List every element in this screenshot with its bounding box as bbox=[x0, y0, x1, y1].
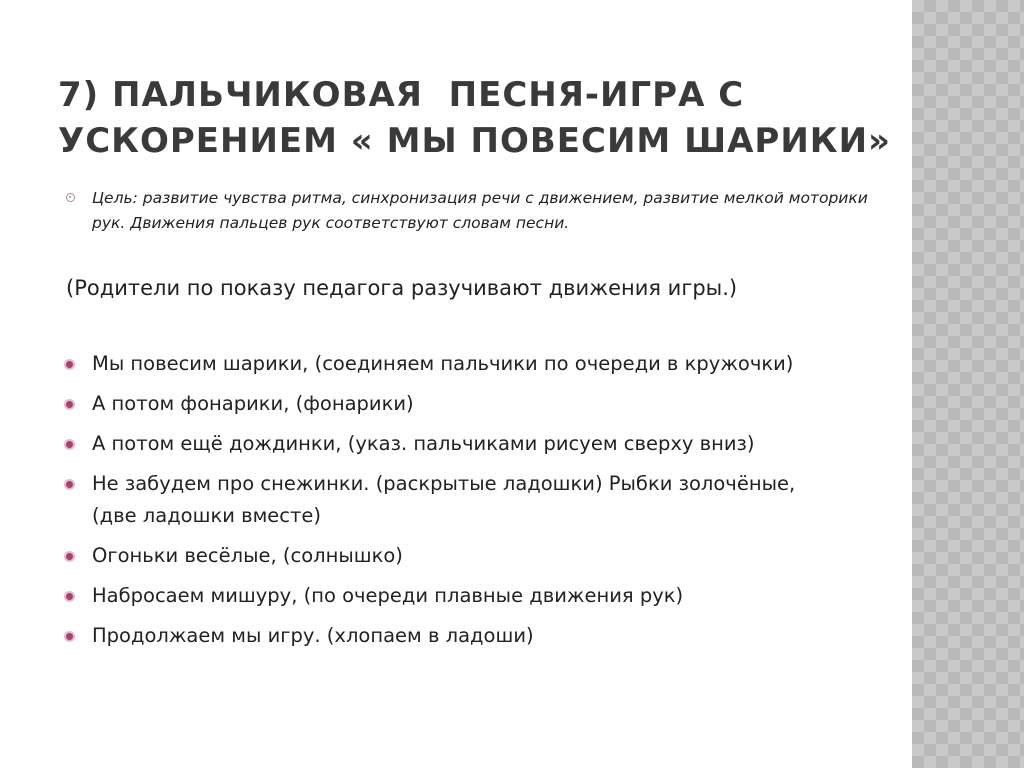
list-item-text: Мы повесим шарики, (соединяем пальчики по очереди в кружочки) bbox=[92, 352, 794, 375]
list-item-text: Продолжаем мы игру. (хлопаем в ладоши) bbox=[92, 624, 534, 647]
list-item bbox=[64, 620, 844, 652]
list-item-text: А потом ещё дождинки, (указ. пальчиками рисуем сверху вниз) bbox=[92, 432, 755, 455]
song-lines-list bbox=[64, 348, 844, 660]
bullet-icon bbox=[64, 359, 75, 370]
list-item bbox=[64, 428, 844, 460]
list-item-text: Огоньки весёлые, (солнышко) bbox=[92, 544, 403, 567]
bullet-icon bbox=[64, 631, 75, 642]
list-item bbox=[64, 388, 844, 420]
list-item-text: Не забудем про снежинки. (раскрытые ладошки) Рыбки золочёные, (две ладошки вместе) bbox=[92, 472, 796, 527]
bullet-icon bbox=[64, 399, 75, 410]
bullet-icon bbox=[64, 479, 75, 490]
list-item bbox=[64, 540, 844, 572]
list-item-text: Набросаем мишуру, (по очереди плавные движения рук) bbox=[92, 584, 684, 607]
list-item bbox=[64, 348, 844, 380]
decorative-side-pattern bbox=[912, 0, 1024, 768]
bullet-icon bbox=[64, 439, 75, 450]
goal-text: Цель: развитие чувства ритма, синхронизация речи с движением, развитие мелкой моторики рук. Движения пальцев рук соответствуют словам песни. bbox=[92, 189, 868, 232]
list-item-text: А потом фонарики, (фонарики) bbox=[92, 392, 414, 415]
slide-title: 7) ПАЛЬЧИКОВАЯ ПЕСНЯ-ИГРА С УСКОРЕНИЕМ « МЫ ПОВЕСИМ ШАРИКИ» bbox=[58, 75, 891, 161]
list-item bbox=[64, 468, 844, 532]
intro-text: (Родители по показу педагога разучивают движения игры.) bbox=[66, 276, 738, 300]
goal-paragraph bbox=[66, 186, 892, 236]
bullet-icon bbox=[64, 591, 75, 602]
bullet-icon bbox=[64, 551, 75, 562]
list-item bbox=[64, 580, 844, 612]
bullet-icon bbox=[66, 193, 75, 202]
